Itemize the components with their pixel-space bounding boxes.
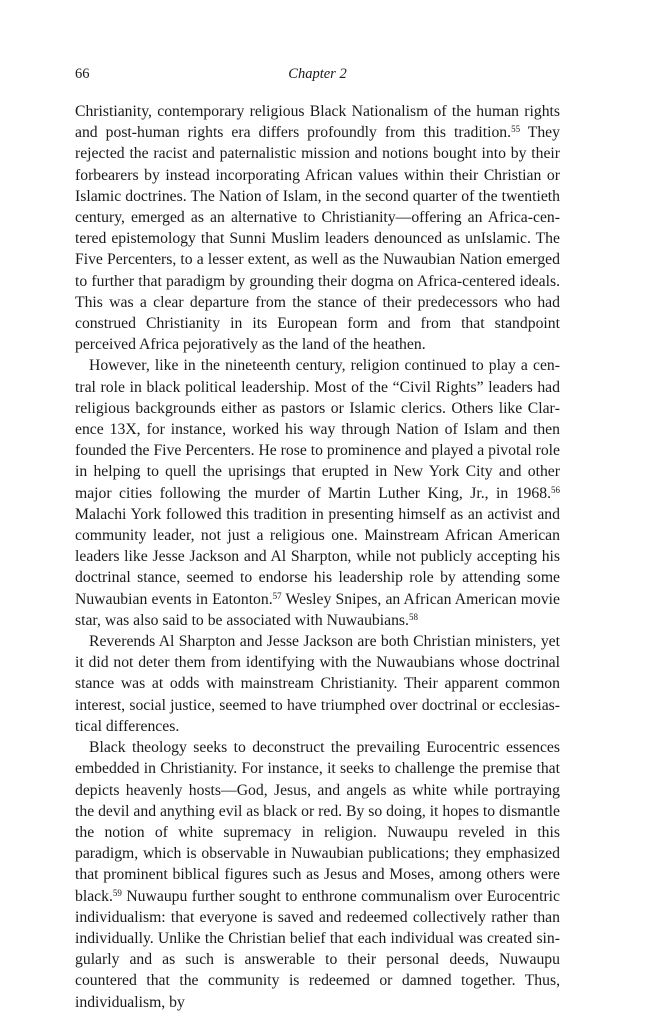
paragraph-text: Nuwaupu further sought to enthrone communalism over Eurocentric individualism: that everyone is saved and redeemed collectively rather than individually. Unlike the Christian belief that each individual was created singularly and as such is answerable to their personal deeds, Nuwaupu countered that the community is redeemed or damned together. Thus, individualism, by: [75, 887, 560, 1011]
paragraph-text: Reverends Al Sharpton and Jesse Jackson are both Christian ministers, yet it did not deter them from identifying with the Nuwaubians whose doctrinal stance was at odds with mainstream Christianity. Their apparent common interest, social justice, seemed to have triumphed over doctrinal or ecclesiastical differences.: [75, 633, 560, 735]
footnote-marker: 55: [511, 124, 521, 135]
paragraph: [75, 631, 560, 737]
footnote-marker: 56: [551, 484, 560, 495]
paragraph: [75, 737, 560, 1013]
paragraph: [75, 101, 560, 355]
paragraph-text: Wesley Snipes, an African American movie star, was also said to be associated with Nuwaubians.: [75, 590, 560, 629]
page-header: [75, 66, 560, 86]
footnote-marker: 59: [112, 887, 122, 898]
paragraph-text: Black theology seeks to deconstruct the prevailing Eurocentric essences embedded in Christianity. For instance, it seeks to challenge the premise that depicts heavenly hosts—God, Jesus, and angels as white while portraying the devil and anything evil as black or red. By so doing, it hopes to dismantle the notion of white supremacy in religion. Nuwaupu reveled in this paradigm, which is observable in Nuwaubian publications; they emphasized that prominent biblical figures such as Jesus and Moses, among others were black.: [75, 739, 560, 905]
paragraph-text: They rejected the racist and paternalistic mission and notions bought into by their forbearers by instead incorporating African values within their Christian or Islamic doctrines. The Nation of Islam, in the second quarter of the twentieth century, emerged as an alternative to Christianity—offering an Africa-centered epistemology that Sunni Muslim leaders denounced as unIslamic. The Five Percenters, to a lesser extent, as well as the Nuwaubian Nation emerged to further that paradigm by grounding their dogma on Africa-centered ideals. This was a clear departure from the stance of their predecessors who had construed Christianity in its European form and from that standpoint perceived Africa pejoratively as the land of the heathen.: [75, 124, 560, 354]
footnote-marker: 58: [408, 611, 418, 622]
footnote-marker: 57: [272, 590, 282, 601]
paragraph: [75, 355, 560, 631]
page-number: 66: [75, 66, 90, 82]
paragraph-text: However, like in the nineteenth century, religion continued to play a central role in black political leadership. Most of the “Civil Rights” leaders had religious backgrounds either as pastors or Islamic clerics. Others like Clarence 13X, for instance, worked his way through Nation of Islam and then founded the Five Percenters. He rose to prominence and played a pivotal role in helping to quell the uprisings that erupted in New York City and other major cities following the murder of Martin Luther King, Jr., in 1968.: [75, 357, 560, 502]
paragraph-text: Malachi York followed this tradition in presenting himself as an activist and community leader, not just a religious one. Mainstream African American leaders like Jesse Jackson and Al Sharpton, while not publicly accepting his doctrinal stance, seemed to endorse his leadership role by attending some Nuwaubian events in Eatonton.: [75, 505, 560, 608]
body-text: [75, 101, 560, 1013]
running-head: Chapter 2: [288, 66, 347, 82]
paragraph-text: Christianity, contemporary religious Black Nationalism of the human rights and post-human rights era differs profoundly from this tradition.: [75, 103, 560, 142]
